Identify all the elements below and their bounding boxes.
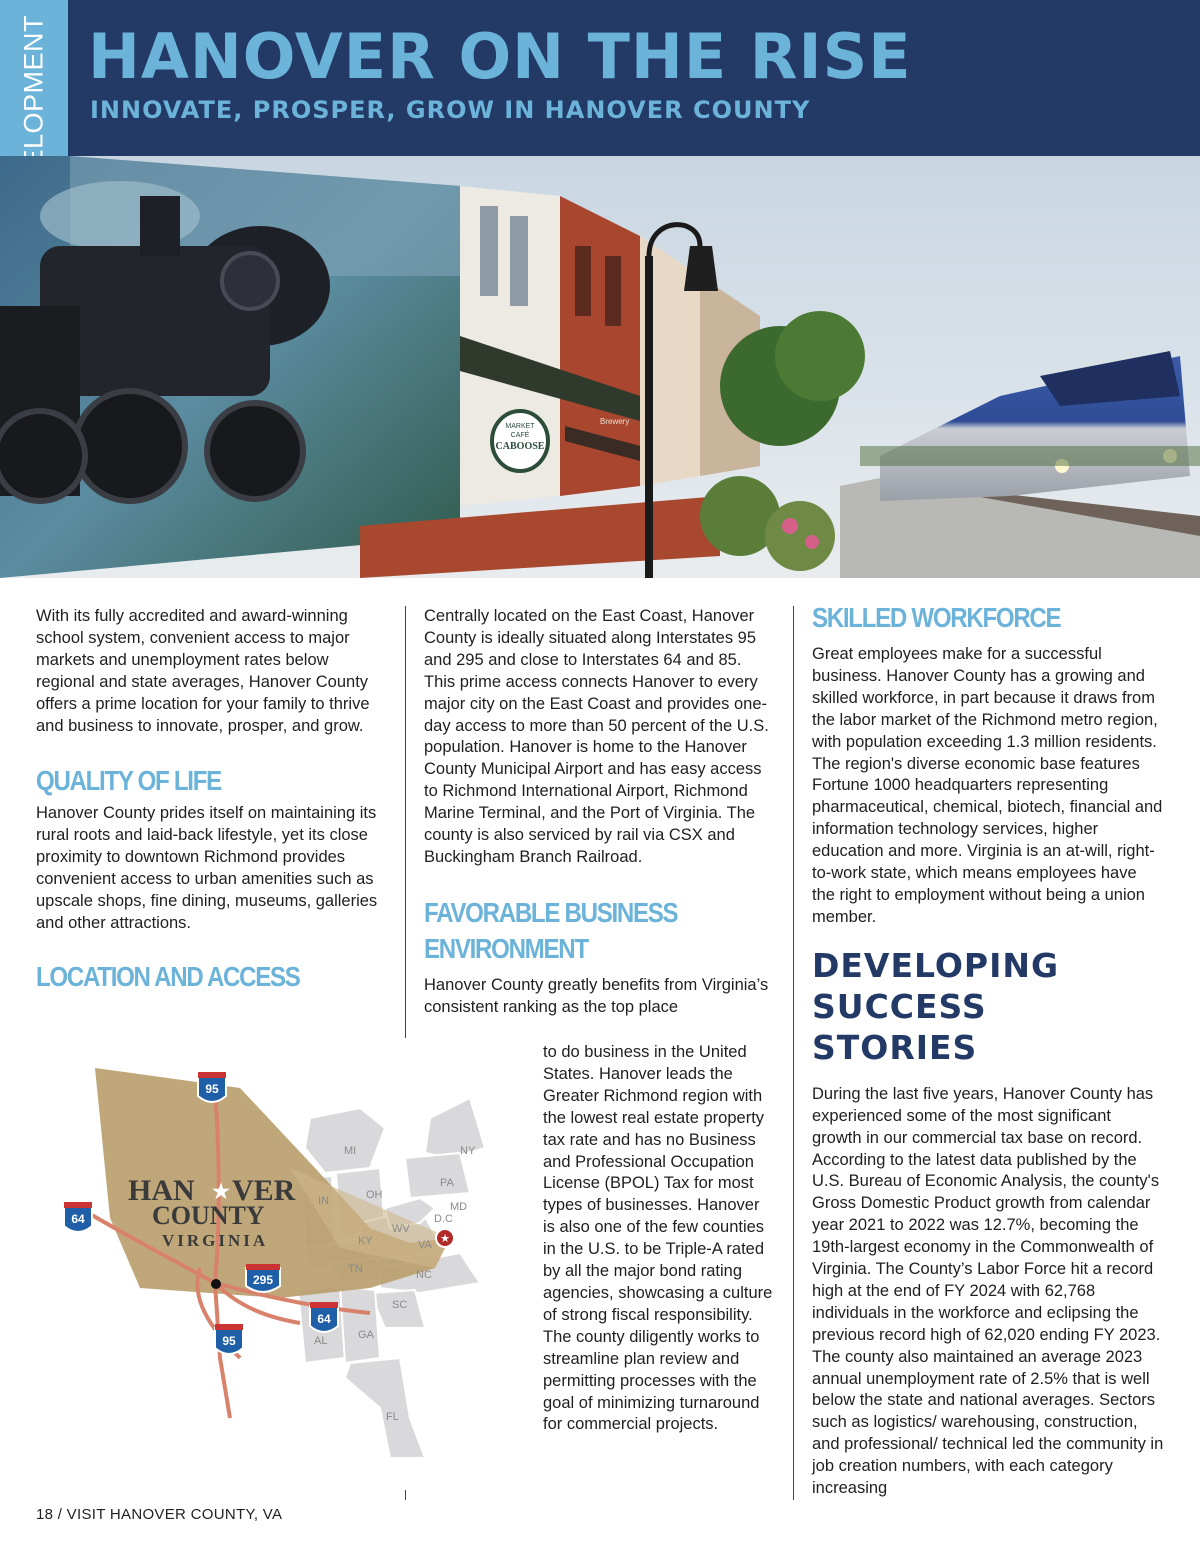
business-heading-line2: ENVIRONMENT	[424, 932, 588, 964]
i64-right-shield	[310, 1302, 338, 1332]
label-sc: SC	[392, 1299, 408, 1311]
quality-of-life-heading: QUALITY OF LIFE	[36, 765, 221, 797]
logo-ver: VER	[232, 1174, 296, 1207]
label-dc: D.C	[434, 1213, 453, 1225]
business-heading-line1: FAVORABLE BUSINESS	[424, 896, 678, 928]
logo-county: COUNTY	[152, 1201, 265, 1230]
label-nc: NC	[416, 1269, 432, 1281]
hero-photo	[0, 156, 1200, 578]
quality-of-life-paragraph: Hanover County prides itself on maintaining its rural roots and laid-back lifestyle, yet its close proximity to downtown Richmond provides convenient access to urban amenities such as upscale shops, fine dining, museums, galleries and other attractions.	[36, 804, 378, 932]
label-va: VA	[418, 1239, 432, 1251]
i295-label: 295	[252, 1273, 274, 1287]
i64-left-label: 64	[71, 1212, 85, 1226]
region-map	[40, 1058, 510, 1478]
label-al: AL	[314, 1335, 328, 1347]
logo-star-icon: ★	[212, 1181, 230, 1203]
i95-bottom-label: 95	[222, 1334, 236, 1348]
label-mi: MI	[344, 1145, 357, 1157]
label-fl: FL	[386, 1411, 399, 1423]
page-title: HANOVER ON THE RISE	[88, 20, 912, 93]
intro-paragraph: With its fully accredited and award-winning school system, convenient access to major markets and unemployment rates below regional and state averages, Hanover County offers a prime location for your family to thrive and business to innovate, prosper, and grow.	[36, 607, 370, 735]
hanover-location-dot	[211, 1279, 221, 1289]
column-1	[36, 606, 388, 995]
label-md: MD	[450, 1201, 468, 1213]
label-ny: NY	[460, 1145, 476, 1157]
success-paragraph: During the last five years, Hanover County has experienced some of the most significant growth in our commercial tax base on record. According to the latest data published by the U.S. Bureau of Economic Analysis, the county's Gross Domestic Product growth from calendar year 2021 to 2022 was 12.7%, becoming the 19th-largest economy in the Commonwealth of Virginia. The County’s Labor Force hit a record high at the end of FY 2024 with 62,768 individuals in the workforce and eclipsing the previous record high of 62,020 ending FY 2023. The county also maintained an average 2023 annual unemployment rate of 2.5% that is well below the state and national averages. Sectors such as logistics/ warehousing, construction, and professional/ technical led the community in job creation numbers, with each category increasing	[812, 1084, 1164, 1498]
skilled-workforce-heading: SKILLED WORKFORCE	[812, 602, 1061, 633]
column-divider-1-end	[405, 1490, 406, 1500]
i295-shield	[246, 1264, 280, 1292]
i95-bottom-shield	[215, 1324, 243, 1354]
logo-virginia: VIRGINIA	[162, 1231, 269, 1250]
label-ga: GA	[358, 1329, 374, 1341]
label-pa: PA	[440, 1177, 454, 1189]
i95-top-label: 95	[205, 1082, 219, 1096]
success-heading-line1: DEVELOPING	[812, 945, 1060, 985]
business-paragraph: to do business in the United States. Hanover leads the Greater Richmond region with the lowest real estate property tax rate and has no Business and Professional Occupation License (BPOL) Tax for most types of businesses. Hanover is also one of the few counties in the U.S. to be Triple-A rated by all the major bond rating agencies, showcasing a culture of strong fiscal responsibility. The county diligently works to streamline plan review and permitting processes with the goal of minimizing turnaround for commercial projects.	[543, 1043, 773, 1434]
star-icon: ★	[440, 1232, 450, 1245]
i95-top-shield	[198, 1072, 226, 1102]
column-3	[812, 600, 1164, 1500]
label-in: IN	[318, 1195, 329, 1207]
sign-market: MARKET	[505, 423, 535, 430]
east-coast-map	[40, 1058, 510, 1478]
column-2	[424, 606, 774, 1019]
logo-han: HAN	[128, 1174, 195, 1207]
town-street-train-photo	[0, 156, 1200, 578]
location-access-paragraph: Centrally located on the East Coast, Hanover County is ideally situated along Interstates 95 and 295 and close to Interstates 64 and 85. This prime access connects Hanover to every major city on the East Coast and provides one-day access to more than 50 percent of the U.S. population. Hanover is home to the Hanover County Municipal Airport and has easy access to Richmond International Airport, Richmond Marine Terminal, and the Port of Virginia. The county is also serviced by rail via CSX and Buckingham Branch Railroad.	[424, 607, 769, 866]
awning-text: Brewery	[600, 417, 630, 426]
column-divider-2	[793, 606, 794, 1500]
sign-caboose: CABOOSE	[495, 441, 545, 452]
business-paragraph-intro: Hanover County greatly benefits from Virginia’s consistent ranking as the top place	[424, 975, 769, 1016]
page-subtitle: INNOVATE, PROSPER, GROW IN HANOVER COUNTY	[90, 96, 811, 124]
page-footer: 18 / VISIT HANOVER COUNTY, VA	[36, 1506, 283, 1523]
skilled-workforce-paragraph: Great employees make for a successful business. Hanover County has a growing and skilled workforce, in part because it draws from the labor market of the Richmond metro region, with population exceeding 1.3 million residents. The region's diverse economic base features Fortune 1000 headquarters representing pharmaceutical, chemical, biotech, financial and information technology services, higher education and more. Virginia is an at-will, right-to-work state, which means employees have the right to employment without being a union member.	[812, 645, 1163, 926]
label-oh: OH	[366, 1189, 383, 1201]
i64-left-shield	[64, 1202, 92, 1232]
location-access-heading: LOCATION AND ACCESS	[36, 960, 300, 992]
success-heading-line2: SUCCESS STORIES	[812, 986, 987, 1067]
label-wv: WV	[392, 1223, 410, 1235]
label-ky: KY	[358, 1235, 373, 1247]
column-divider-1	[405, 606, 406, 1038]
sign-cafe: CAFÉ	[510, 432, 530, 439]
label-tn: TN	[348, 1263, 363, 1275]
i64-right-label: 64	[317, 1312, 331, 1326]
column-2-wrap	[543, 1042, 775, 1436]
